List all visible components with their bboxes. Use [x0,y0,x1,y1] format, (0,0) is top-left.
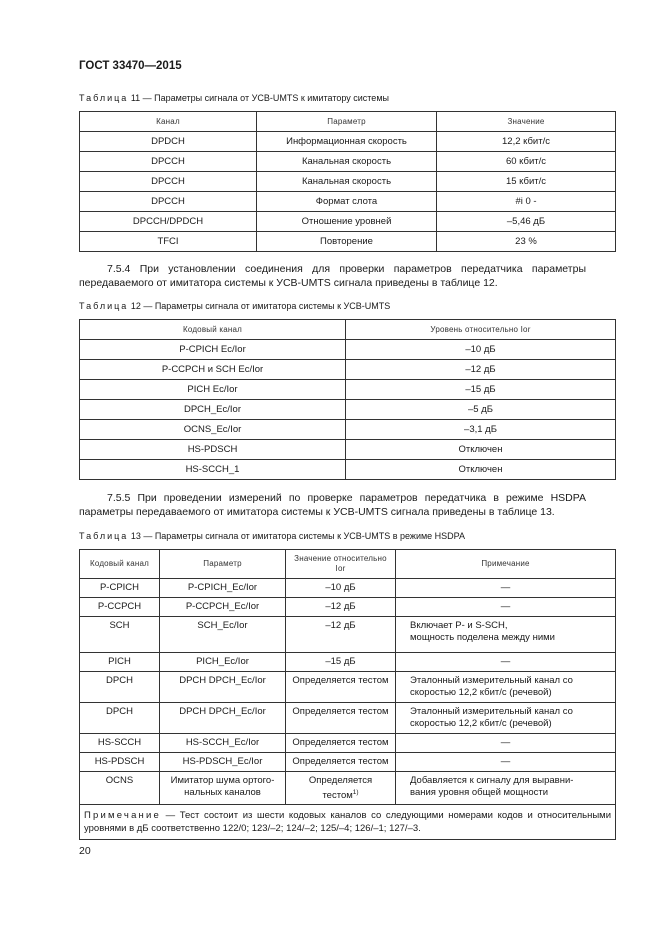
cell-value: Определяется тестом [308,775,373,802]
table-cell: P-CCPCH [80,598,160,617]
table-row [80,360,616,380]
table-cell: Повторение [257,232,437,252]
table-row [80,340,616,360]
table-cell: P-CPICH_Ec/Ior [160,579,286,598]
table-cell: 12,2 кбит/с [437,132,616,152]
column-header: Параметр [160,550,286,579]
table-cell: Отношение уровней [257,212,437,232]
table-cell: SCH [80,617,160,653]
table-cell: OCNS [80,772,160,805]
cell-line: Эталонный измерительный канал со [410,675,573,686]
table-row [80,460,616,480]
table13-caption-label: Таблица [79,531,129,541]
table-row [80,192,616,212]
table-cell: — [396,734,616,753]
cell-line: мощность поделена между ними [410,632,555,643]
cell-value: –15 дБ [325,656,356,667]
cell-line: вания уровня общей мощности [410,787,549,798]
paragraph-line: 7.5.5 При проведении измерений по проверке параметров передатчика в режиме HSDPA [107,492,586,504]
table-note-row [80,805,616,840]
table-row [80,440,616,460]
paragraph-7-5-5 [79,491,586,519]
column-header: Значение [437,112,616,132]
table-cell [396,772,616,805]
table-cell: DPCH [80,672,160,703]
table-cell: –12 дБ [346,360,616,380]
table-header-row [80,320,616,340]
table-cell: P-CPICH [80,579,160,598]
table-cell: HS-PDSCH [80,753,160,772]
table11-caption-text: 11 — Параметры сигнала от УСВ-UMTS к имитатору системы [130,93,389,103]
table-row [80,579,616,598]
table13-caption-text: 13 — Параметры сигнала от имитатора системы к УСВ-UMTS в режиме HSDPA [130,531,466,541]
table-row [80,132,616,152]
table-header-row [80,550,616,579]
table-cell [160,772,286,805]
table-row [80,400,616,420]
cell-line: нальных каналов [184,787,261,798]
table-cell: –15 дБ [346,380,616,400]
cell-value: Определяется тестом [292,756,389,767]
table-cell [286,772,396,805]
table-cell: –5 дБ [346,400,616,420]
table-row [80,772,616,805]
table-cell: Формат слота [257,192,437,212]
table-cell: Канальная скорость [257,172,437,192]
cell-value: –12 дБ [325,601,356,612]
table-cell: — [396,579,616,598]
table-cell: HS-SCCH_1 [80,460,346,480]
table11 [79,111,616,252]
table12 [79,319,616,480]
cell-line: Имитатор шума ортого- [170,775,275,786]
table11-caption [79,93,389,103]
table-cell: HS-SCCH_Ec/Ior [160,734,286,753]
table-cell: PICH Ec/Ior [80,380,346,400]
table13-caption [79,531,465,541]
cell-value: –10 дБ [325,582,356,593]
table-row [80,172,616,192]
table12-caption-text: 12 — Параметры сигнала от имитатора системы к УСВ-UMTS [130,301,391,311]
column-header: Уровень относительно Ior [346,320,616,340]
table-cell [396,617,616,653]
table-cell: DPCH DPCH_Ec/Ior [160,703,286,734]
table-cell: 60 кбит/с [437,152,616,172]
column-header: Кодовый канал [80,320,346,340]
column-header: Канал [80,112,257,132]
cell-line: скоростью 12,2 кбит/с (речевой) [410,718,552,729]
table12-caption-label: Таблица [79,301,129,311]
table-cell: SCH_Ec/Ior [160,617,286,653]
cell-value: Определяется тестом [292,706,389,717]
table-cell [286,617,396,653]
table-cell: HS-PDSCH [80,440,346,460]
document-code: ГОСТ 33470—2015 [79,60,182,72]
table13 [79,549,616,840]
table-cell: TFCI [80,232,257,252]
table-cell: DPCH_Ec/Ior [80,400,346,420]
column-header: Кодовый канал [80,550,160,579]
table-row [80,703,616,734]
table-row [80,753,616,772]
table-row [80,212,616,232]
footnote-marker: 1) [352,789,359,796]
paragraph-7-5-4 [79,262,586,290]
table-cell: P-CCPCH_Ec/Ior [160,598,286,617]
table-cell: Отключен [346,460,616,480]
table-note [80,805,616,840]
table-cell: DPCH DPCH_Ec/Ior [160,672,286,703]
paragraph-line: параметры передаваемого от имитатора системы к УСВ-UMTS сигнала приведены в таблице 13. [79,506,555,518]
table-cell: HS-PDSCH_Ec/Ior [160,753,286,772]
paragraph-line: 7.5.4 При установлении соединения для проверки параметров передатчика параметры [107,263,586,275]
table-cell: DPCCH [80,172,257,192]
table-cell: DPDCH [80,132,257,152]
note-text: — Тест состоит из шести кодовых каналов со следующими номерами кодов и относительными уровнями в дБ соответственно 122/0; 123/–2; 124/–2; 125/–4; 126/–1; 127/–3. [84,810,611,834]
column-header: Значение относительно Ior [286,550,396,579]
column-header: Параметр [257,112,437,132]
table-cell [286,753,396,772]
table-cell: — [396,598,616,617]
table-cell: HS-SCCH [80,734,160,753]
table-cell: 15 кбит/с [437,172,616,192]
table-cell: DPCH [80,703,160,734]
cell-line: скоростью 12,2 кбит/с (речевой) [410,687,552,698]
table-cell [396,672,616,703]
table-row [80,232,616,252]
table-row [80,420,616,440]
table-cell [286,672,396,703]
cell-value: Определяется тестом [292,737,389,748]
table-cell: OCNS_Ec/Ior [80,420,346,440]
table-cell [286,703,396,734]
table-row [80,380,616,400]
note-label: Примечание [84,810,161,821]
table-cell: PICH_Ec/Ior [160,653,286,672]
table-cell: Отключен [346,440,616,460]
table-row [80,672,616,703]
table-row [80,617,616,653]
table-cell [286,734,396,753]
cell-line: Добавляется к сигналу для выравни- [410,775,574,786]
table-cell: Информационная скорость [257,132,437,152]
table-cell [286,653,396,672]
column-header: Примечание [396,550,616,579]
table-row [80,152,616,172]
table-cell [286,579,396,598]
cell-line: Включает P- и S-SCH, [410,620,508,631]
table-cell: P-CCPCH и SCH Ec/Ior [80,360,346,380]
table-cell: DPCCH [80,152,257,172]
table-cell: PICH [80,653,160,672]
paragraph-line: передаваемого от имитатора системы к УСВ-UMTS сигнала приведены в таблице 12. [79,277,498,289]
table-cell: –10 дБ [346,340,616,360]
table-cell: #i 0 - [437,192,616,212]
table-row [80,598,616,617]
cell-value: –12 дБ [325,620,356,631]
table-cell: Канальная скорость [257,152,437,172]
table-cell [286,598,396,617]
table-cell: DPCCH [80,192,257,212]
table-cell: — [396,653,616,672]
table12-caption [79,301,390,311]
table-cell: DPCCH/DPDCH [80,212,257,232]
table-cell: 23 % [437,232,616,252]
table-cell: P-CPICH Ec/Ior [80,340,346,360]
table-cell [396,703,616,734]
table-row [80,734,616,753]
table-cell: –5,46 дБ [437,212,616,232]
table-header-row [80,112,616,132]
table-cell: –3,1 дБ [346,420,616,440]
table-cell: — [396,753,616,772]
cell-value: Определяется тестом [292,675,389,686]
table11-caption-label: Таблица [79,93,129,103]
cell-line: Эталонный измерительный канал со [410,706,573,717]
page-number: 20 [79,845,91,857]
table-row [80,653,616,672]
